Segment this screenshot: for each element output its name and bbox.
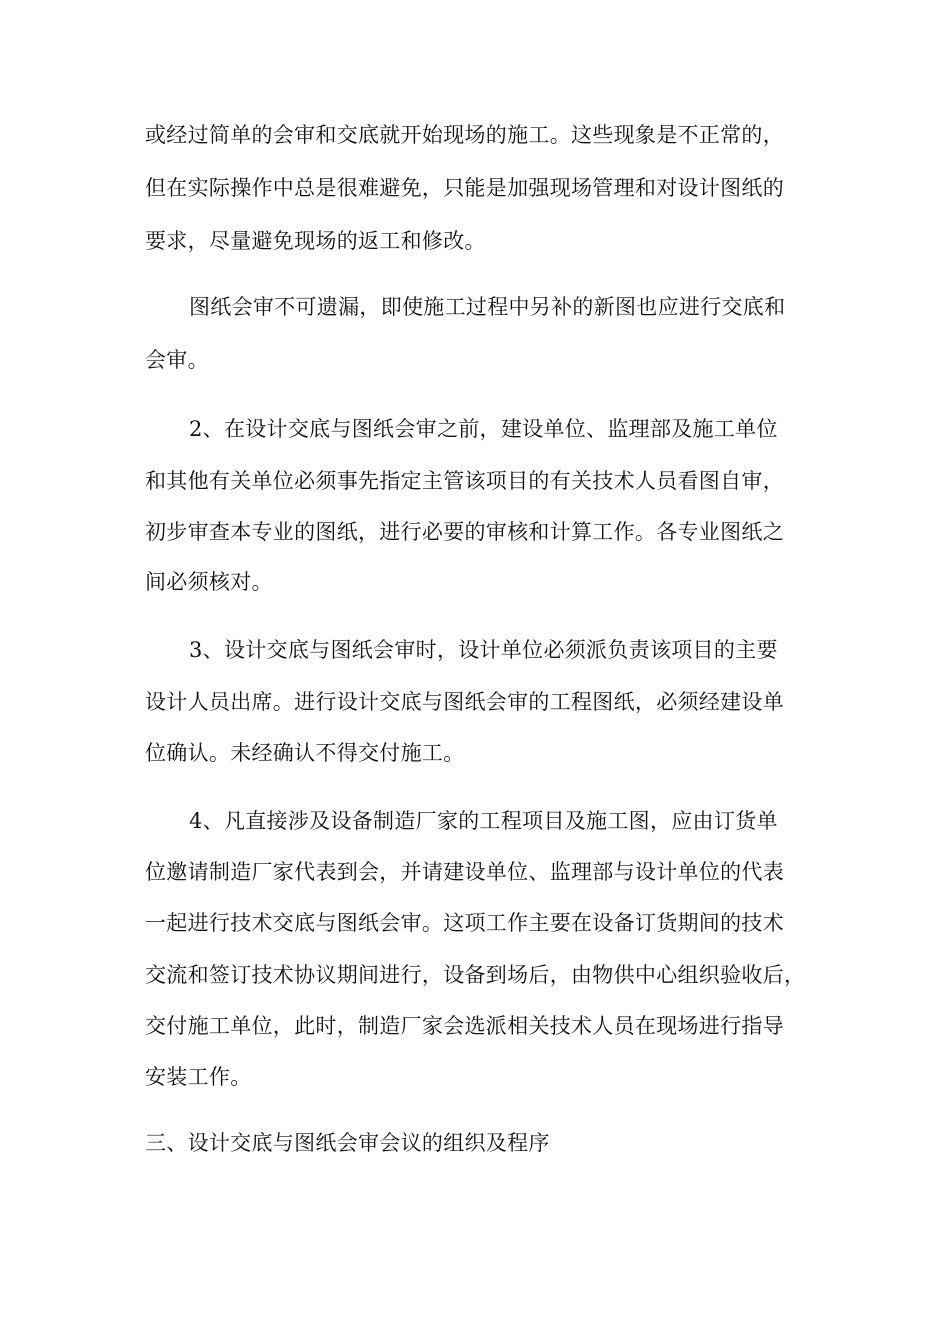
text-line: 间必须核对。 bbox=[145, 570, 273, 594]
text-line: 交流和签订技术协议期间进行，设备到场后，由物供中心组织验收后， bbox=[145, 963, 806, 987]
text-line: 一起进行技术交底与图纸会审。这项工作主要在设备订货期间的技术 bbox=[145, 911, 784, 935]
text-line: 要求，尽量避免现场的返工和修改。 bbox=[145, 229, 486, 253]
text-line: 图纸会审不可遗漏，即使施工过程中另补的新图也应进行交底和 bbox=[189, 295, 786, 319]
text-line: 4、凡直接涉及设备制造厂家的工程项目及施工图，应由订货单 bbox=[189, 809, 778, 833]
text-line: 但在实际操作中总是很难避免，只能是加强现场管理和对设计图纸的 bbox=[145, 176, 784, 200]
text-line: 或经过简单的会审和交底就开始现场的施工。这些现象是不正常的， bbox=[145, 123, 784, 147]
text-line: 位确认。未经确认不得交付施工。 bbox=[145, 741, 465, 765]
text-line: 和其他有关单位必须事先指定主管该项目的有关技术人员看图自审， bbox=[145, 469, 784, 493]
text-line: 位邀请制造厂家代表到会，并请建设单位、监理部与设计单位的代表 bbox=[145, 860, 784, 884]
text-line: 安装工作。 bbox=[145, 1065, 252, 1089]
heading-text: 三、设计交底与图纸会审会议的组织及程序 bbox=[145, 1131, 550, 1155]
text-line: 3、设计交底与图纸会审时，设计单位必须派负责该项目的主要 bbox=[189, 638, 778, 662]
text-line: 设计人员出席。进行设计交底与图纸会审的工程图纸，必须经建设单 bbox=[145, 690, 784, 714]
text-line: 会审。 bbox=[145, 348, 209, 372]
text-line: 2、在设计交底与图纸会审之前，建设单位、监理部及施工单位 bbox=[189, 417, 778, 441]
text-line: 初步审查本专业的图纸，进行必要的审核和计算工作。各专业图纸之 bbox=[145, 520, 784, 544]
text-line: 交付施工单位，此时，制造厂家会选派相关技术人员在现场进行指导 bbox=[145, 1014, 784, 1038]
